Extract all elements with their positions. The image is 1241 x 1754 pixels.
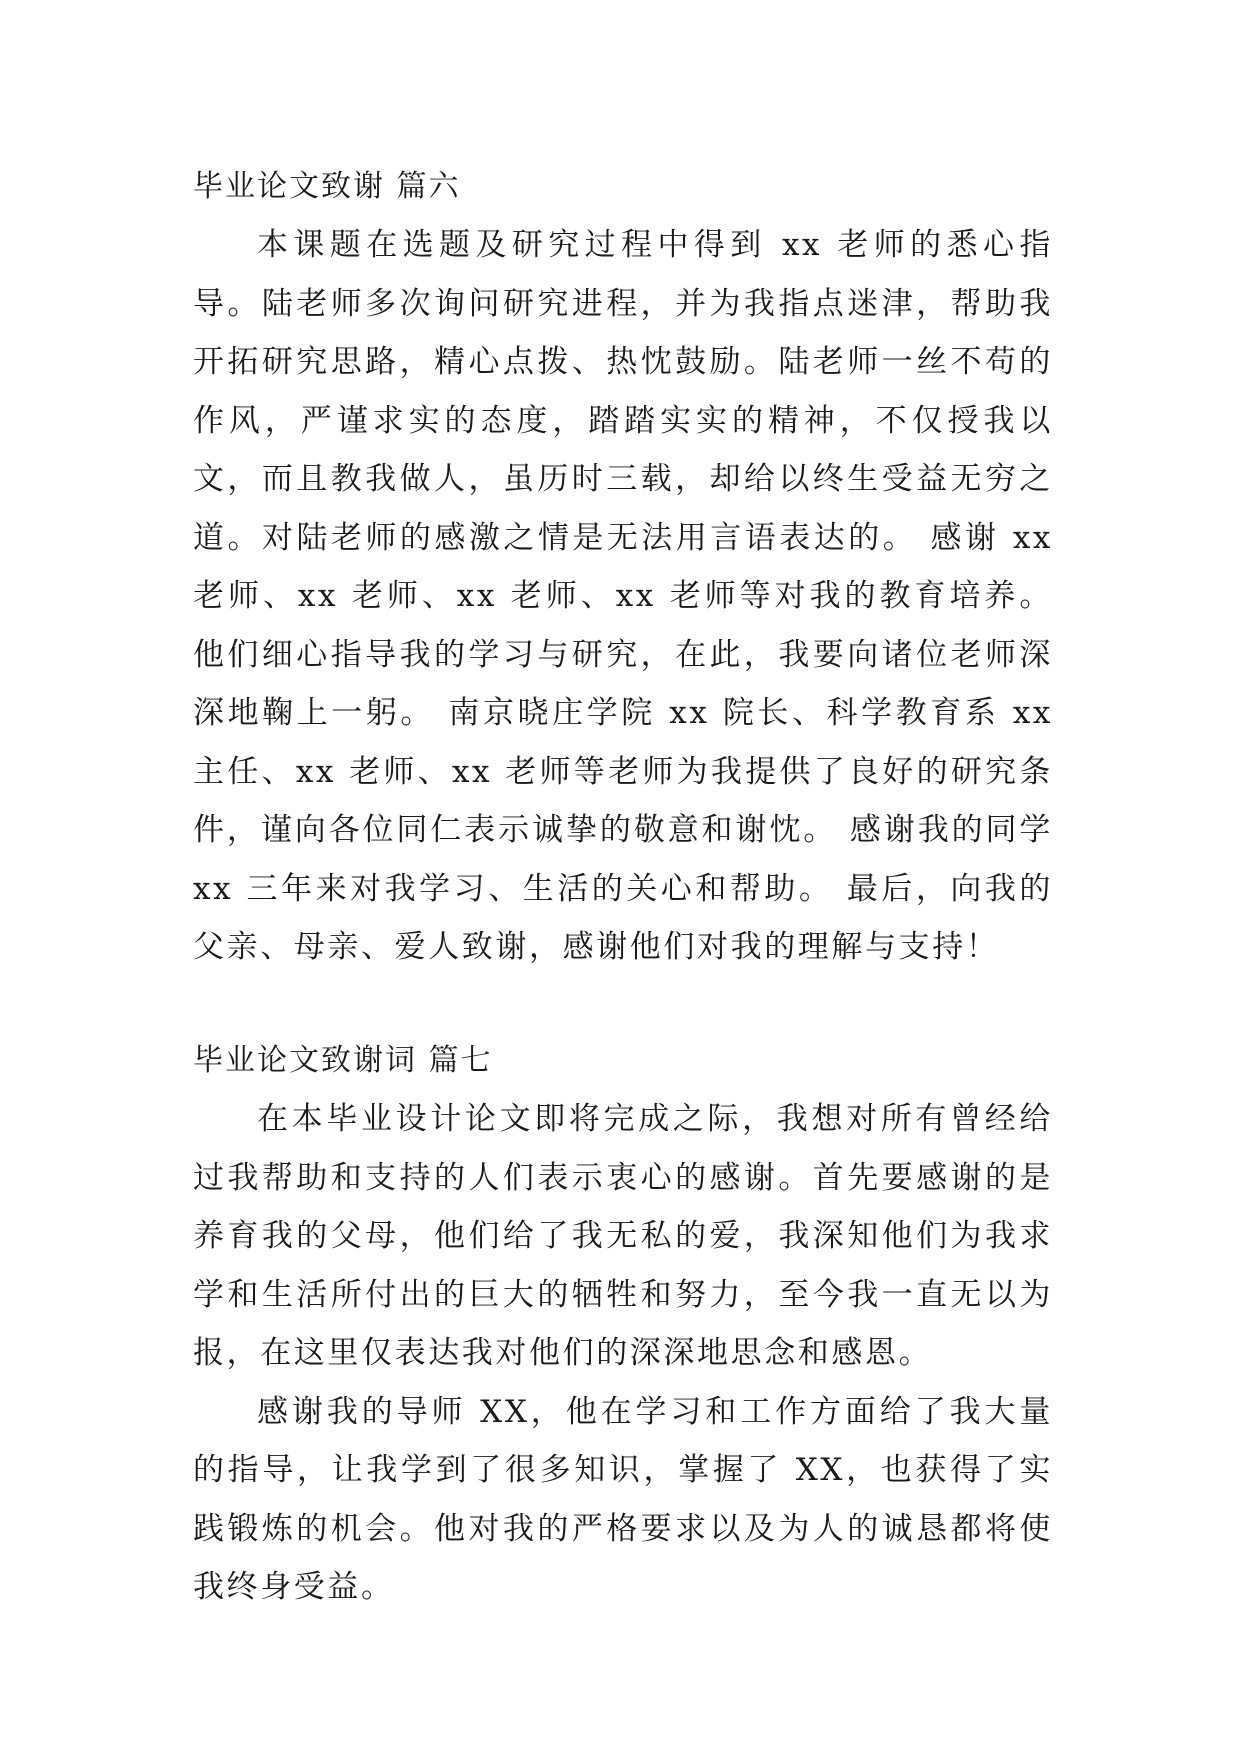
section-acknowledgement-7 [193, 1032, 1053, 1617]
body-paragraph: 本课题在选题及研究过程中得到 xx 老师的悉心指导。陆老师多次询问研究进程，并为我指点迷津，帮助我开拓研究思路，精心点拨、热忱鼓励。陆老师一丝不苟的作风，严谨求实的态度，踏踏实实的精神，不仅授我以文，而且教我做人，虽历时三载，却给以终生受益无穷之道。对陆老师的感激之情是无法用言语表达的。 感谢 xx 老师、xx 老师、xx 老师、xx 老师等对我的教育培养。他们细心指导我的学习与研究，在此，我要向诸位老师深深地鞠上一躬。 南京晓庄学院 xx 院长、科学教育系 xx 主任、xx 老师、xx 老师等老师为我提供了良好的研究条件，谨向各位同仁表示诚挚的敬意和谢忱。 感谢我的同学 xx 三年来对我学习、生活的关心和帮助。 最后，向我的父亲、母亲、爱人致谢，感谢他们对我的理解与支持！ [193, 227, 1053, 965]
section-heading: 毕业论文致谢词 篇七 [193, 1043, 493, 1078]
body-paragraph: 在本毕业设计论文即将完成之际，我想对所有曾经给过我帮助和支持的人们表示衷心的感谢。首先要感谢的是养育我的父母，他们给了我无私的爱，我深知他们为我求学和生活所付出的巨大的牺牲和努力，至今我一直无以为报，在这里仅表达我对他们的深深地思念和感恩。 [193, 1101, 1053, 1371]
section-acknowledgement-6 [193, 158, 1053, 977]
body-paragraph: 感谢我的导师 XX，他在学习和工作方面给了我大量的指导，让我学到了很多知识，掌握了 XX，也获得了实践锻炼的机会。他对我的严格要求以及为人的诚恳都将使我终身受益。 [193, 1393, 1053, 1605]
section-heading: 毕业论文致谢 篇六 [193, 169, 461, 204]
